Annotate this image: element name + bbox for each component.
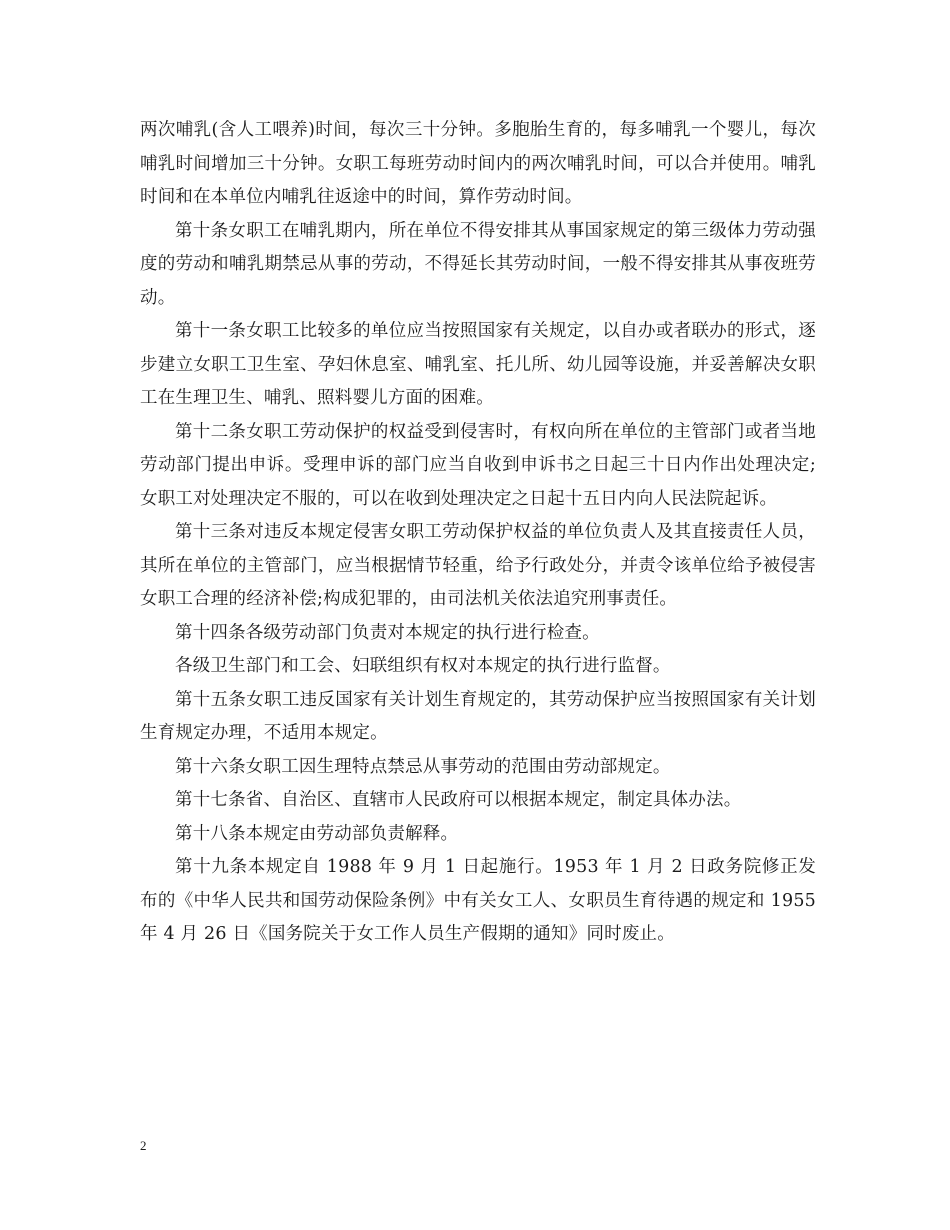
paragraph-article-10: 第十条女职工在哺乳期内，所在单位不得安排其从事国家规定的第三级体力劳动强度的劳动和哺乳期禁忌从事的劳动，不得延长其劳动时间，一般不得安排其从事夜班劳动。 bbox=[140, 220, 816, 308]
paragraph-article-16: 第十六条女职工因生理特点禁忌从事劳动的范围由劳动部规定。 bbox=[175, 756, 671, 777]
page-number: 2 bbox=[140, 1138, 147, 1153]
paragraph-article-13: 第十三条对违反本规定侵害女职工劳动保护权益的单位负责人及其直接责任人员，其所在单位的主管部门，应当根据情节轻重，给予行政处分，并责令该单位给予被侵害女职工合理的经济补偿;构成犯罪的，由司法机关依法追究刑事责任。 bbox=[140, 522, 816, 609]
paragraph-article-14: 第十四条各级劳动部门负责对本规定的执行进行检查。 bbox=[175, 622, 600, 643]
paragraph-1: 两次哺乳(含人工喂养)时间，每次三十分钟。多胞胎生育的，每多哺乳一个婴儿，每次哺乳时间增加三十分钟。女职工每班劳动时间内的两次哺乳时间，可以合并使用。哺乳时间和在本单位内哺乳往返途中的时间，算作劳动时间。 bbox=[140, 120, 816, 207]
paragraph-article-19: 第十九条本规定自 1988 年 9 月 1 日起施行。1953 年 1 月 2 日政务院修正发布的《中华人民共和国劳动保险条例》中有关女工人、女职员生育待遇的规定和 1955 年 4 月 26 日《国务院关于女工作人员生产假期的通知》同时废止。 bbox=[140, 857, 816, 944]
paragraph-article-11: 第十一条女职工比较多的单位应当按照国家有关规定，以自办或者联办的形式，逐步建立女职工卫生室、孕妇休息室、哺乳室、托儿所、幼儿园等设施，并妥善解决女职工在生理卫生、哺乳、照料婴儿方面的困难。 bbox=[140, 321, 816, 408]
document-body bbox=[140, 114, 816, 952]
paragraph-article-14-supervision: 各级卫生部门和工会、妇联组织有权对本规定的执行进行监督。 bbox=[175, 656, 671, 676]
paragraph-article-18: 第十八条本规定由劳动部负责解释。 bbox=[175, 823, 459, 844]
paragraph-article-17: 第十七条省、自治区、直辖市人民政府可以根据本规定，制定具体办法。 bbox=[175, 790, 742, 810]
paragraph-article-12: 第十二条女职工劳动保护的权益受到侵害时，有权向所在单位的主管部门或者当地劳动部门提出申诉。受理申诉的部门应当自收到申诉书之日起三十日内作出处理决定;女职工对处理决定不服的，可以在收到处理决定之日起十五日内向人民法院起诉。 bbox=[140, 421, 816, 509]
paragraph-article-15: 第十五条女职工违反国家有关计划生育规定的，其劳动保护应当按照国家有关计划生育规定办理，不适用本规定。 bbox=[140, 689, 816, 743]
